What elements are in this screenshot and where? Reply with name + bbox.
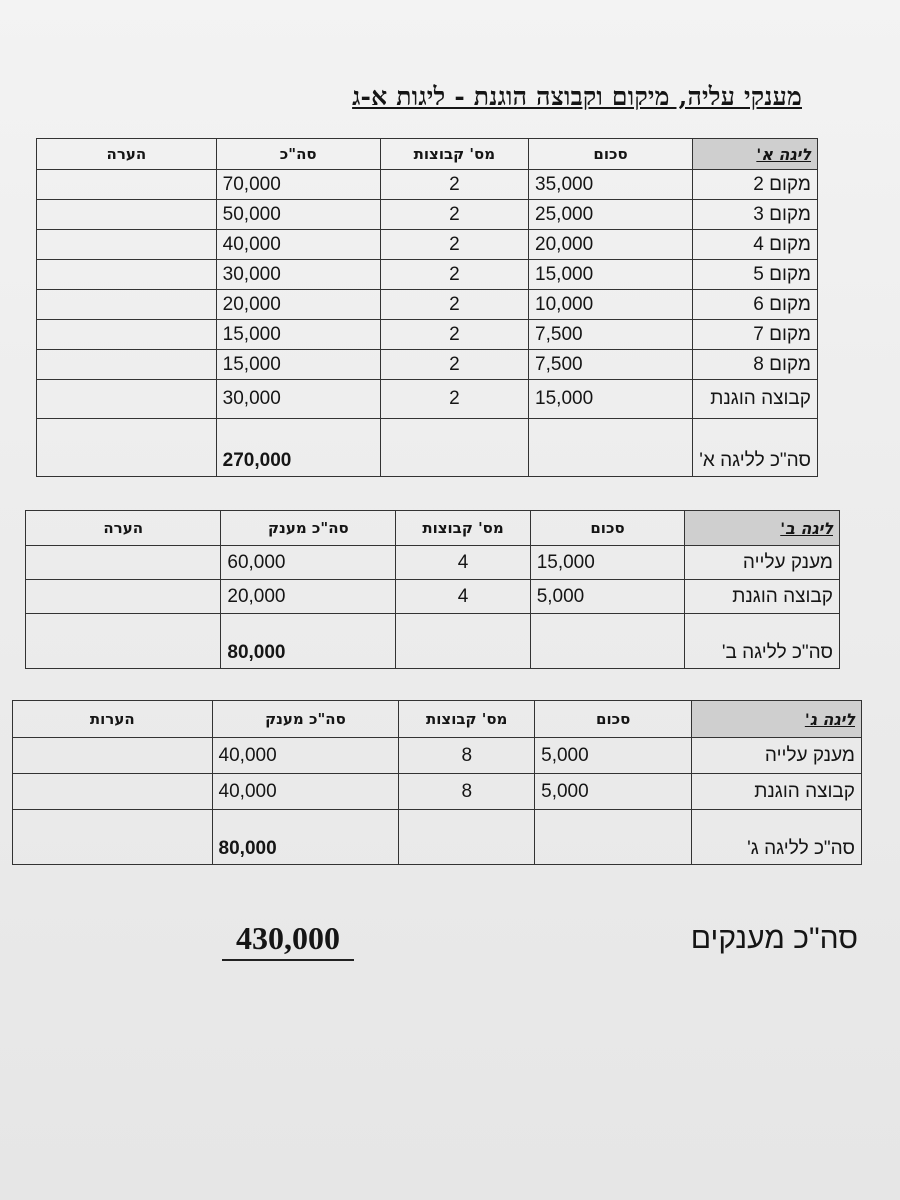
amount-header: סכום (530, 511, 685, 546)
table-row (37, 230, 818, 260)
row-note (13, 738, 213, 774)
sum-empty-cell (13, 810, 213, 865)
row-teams: 8 (399, 738, 535, 774)
row-total: 15,000 (216, 350, 380, 380)
league-c-table (12, 700, 862, 865)
row-label: מקום 3 (693, 200, 818, 230)
row-amount: 10,000 (529, 290, 693, 320)
row-amount: 15,000 (529, 380, 693, 419)
sum-label: סה"כ לליגה א' (693, 419, 818, 477)
row-total: 50,000 (216, 200, 380, 230)
row-note (37, 380, 217, 419)
sum-empty-cell (535, 810, 692, 865)
row-amount: 25,000 (529, 200, 693, 230)
row-label: קבוצה הוגנת (685, 580, 840, 614)
teams-header: מס' קבוצות (399, 701, 535, 738)
row-total: 70,000 (216, 170, 380, 200)
row-note (37, 200, 217, 230)
league-c-header-row (13, 701, 862, 738)
total-header: סה"כ (216, 139, 380, 170)
row-label: מקום 6 (693, 290, 818, 320)
row-amount: 7,500 (529, 350, 693, 380)
row-teams: 2 (380, 320, 528, 350)
row-amount: 5,000 (535, 774, 692, 810)
table-row (26, 546, 840, 580)
sum-label: סה"כ לליגה ב' (685, 614, 840, 669)
table-row (37, 260, 818, 290)
row-teams: 4 (396, 580, 530, 614)
sum-empty-cell (396, 614, 530, 669)
row-note (37, 170, 217, 200)
row-total: 20,000 (221, 580, 396, 614)
league-a-sum-row (37, 419, 818, 477)
amount-header: סכום (535, 701, 692, 738)
row-total: 40,000 (212, 774, 399, 810)
row-total: 40,000 (216, 230, 380, 260)
row-amount: 5,000 (535, 738, 692, 774)
league-a-table (36, 138, 818, 477)
sum-empty-cell (529, 419, 693, 477)
teams-header: מס' קבוצות (380, 139, 528, 170)
row-total: 15,000 (216, 320, 380, 350)
row-note (13, 774, 213, 810)
row-total: 30,000 (216, 260, 380, 290)
row-label: מקום 2 (693, 170, 818, 200)
row-label: מענק עלייה (692, 738, 862, 774)
row-note (37, 230, 217, 260)
league-b-sum-row (26, 614, 840, 669)
league-c-sum-row (13, 810, 862, 865)
grand-total-label: סה"כ מענקים (690, 922, 858, 955)
table-row (37, 170, 818, 200)
row-teams: 2 (380, 380, 528, 419)
grand-total-value: 430,000 (222, 920, 354, 961)
table-row (13, 738, 862, 774)
row-total: 60,000 (221, 546, 396, 580)
row-total: 40,000 (212, 738, 399, 774)
row-total: 20,000 (216, 290, 380, 320)
sum-empty-cell (399, 810, 535, 865)
note-header: הערה (37, 139, 217, 170)
row-label: קבוצה הוגנת (693, 380, 818, 419)
sum-empty-cell (37, 419, 217, 477)
sum-label: סה"כ לליגה ג' (692, 810, 862, 865)
row-amount: 5,000 (530, 580, 685, 614)
total-header: סה"כ מענק (212, 701, 399, 738)
row-teams: 2 (380, 230, 528, 260)
row-amount: 7,500 (529, 320, 693, 350)
row-teams: 8 (399, 774, 535, 810)
total-header: סה"כ מענק (221, 511, 396, 546)
table-row (37, 200, 818, 230)
league-b-table (25, 510, 840, 669)
row-label: מקום 8 (693, 350, 818, 380)
row-label: מקום 7 (693, 320, 818, 350)
row-note (37, 350, 217, 380)
row-label: מקום 5 (693, 260, 818, 290)
row-note (26, 580, 221, 614)
table-row (26, 580, 840, 614)
league-b-header-row (26, 511, 840, 546)
league-a-header-row (37, 139, 818, 170)
row-amount: 20,000 (529, 230, 693, 260)
row-total: 30,000 (216, 380, 380, 419)
sum-empty-cell (530, 614, 685, 669)
sum-total: 270,000 (216, 419, 380, 477)
table-row (37, 380, 818, 419)
row-teams: 2 (380, 200, 528, 230)
row-label: מקום 4 (693, 230, 818, 260)
sum-empty-cell (380, 419, 528, 477)
row-label: מענק עלייה (685, 546, 840, 580)
league-b-name: ליגה ב' (685, 511, 840, 546)
league-c-name: ליגה ג' (692, 701, 862, 738)
row-amount: 15,000 (529, 260, 693, 290)
row-label: קבוצה הוגנת (692, 774, 862, 810)
note-header: הערות (13, 701, 213, 738)
row-amount: 35,000 (529, 170, 693, 200)
table-row (37, 350, 818, 380)
page-title: מענקי עליה, מיקום וקבוצה הוגנת - ליגות א-ג (352, 82, 802, 111)
note-header: הערה (26, 511, 221, 546)
table-row (37, 290, 818, 320)
row-note (37, 320, 217, 350)
league-a-name: ליגה א' (693, 139, 818, 170)
row-note (26, 546, 221, 580)
row-teams: 2 (380, 170, 528, 200)
sum-total: 80,000 (212, 810, 399, 865)
row-note (37, 290, 217, 320)
sum-total: 80,000 (221, 614, 396, 669)
row-teams: 4 (396, 546, 530, 580)
row-amount: 15,000 (530, 546, 685, 580)
row-teams: 2 (380, 350, 528, 380)
sum-empty-cell (26, 614, 221, 669)
table-row (37, 320, 818, 350)
table-row (13, 774, 862, 810)
row-teams: 2 (380, 260, 528, 290)
row-teams: 2 (380, 290, 528, 320)
amount-header: סכום (529, 139, 693, 170)
row-note (37, 260, 217, 290)
teams-header: מס' קבוצות (396, 511, 530, 546)
